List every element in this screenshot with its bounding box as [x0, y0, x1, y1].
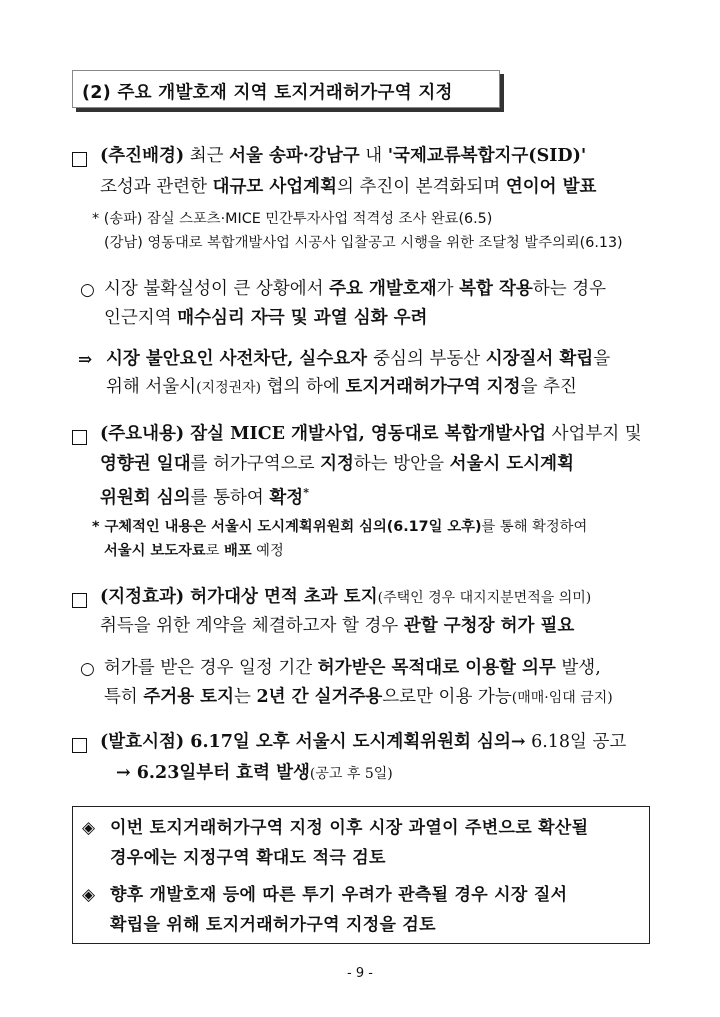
conclusion-line-1: 시장 불안요인 사전차단, 실수요자 중심의 부동산 시장질서 확립을: [106, 349, 611, 369]
timing-line-2: → 6.23일부터 효력 발생(공고 후 5일): [116, 763, 393, 783]
obligation-line-2: 특히 주거용 토지는 2년 간 실거주용으로만 이용 가능(매매·임대 금지): [104, 687, 613, 707]
background-note-2: (강남) 영동대로 복합개발사업 시공사 입찰공고 시행을 위한 조달청 발주의뢰(6.13): [104, 235, 623, 251]
timing-line-1: (발효시점) 6.17일 오후 서울시 도시계획위원회 심의→ 6.18일 공고: [100, 732, 627, 752]
checkbox-background: [72, 152, 87, 167]
checkbox-main-content: [72, 430, 87, 445]
conclusion-line-2: 위해 서울시(지정권자) 협의 하에 토지거래허가구역 지정을 추진: [106, 377, 577, 397]
content-note-2: 서울시 보도자료로 배포 예정: [104, 543, 284, 559]
content-line-1: (주요내용) 잠실 MICE 개발사업, 영동대로 복합개발사업 사업부지 및: [100, 424, 642, 444]
risk-line-1: 시장 불확실성이 큰 상황에서 주요 개발호재가 복합 작용하는 경우: [104, 279, 607, 299]
checkbox-timing: [72, 738, 87, 753]
background-line-1: (추진배경) 최근 서울 송파·강남구 내 '국제교류복합지구(SID)': [100, 146, 587, 166]
effect-line-1: (지정효과) 허가대상 면적 초과 토지(주택인 경우 대지지분면적을 의미): [100, 587, 592, 607]
section-title: (2) 주요 개발호재 지역 토지거래허가구역 지정: [82, 83, 453, 103]
background-line-2: 조성과 관련한 대규모 사업계획의 추진이 본격화되며 연이어 발표: [100, 177, 597, 197]
circle-bullet-icon: ○: [80, 280, 95, 300]
summary-item-2-line-2: 확립을 위해 토지거래허가구역 지정을 검토: [110, 915, 436, 935]
summary-item-1-line-1: 이번 토지거래허가구역 지정 이후 시장 과열이 주변으로 확산될: [110, 818, 589, 838]
content-note-1: * 구체적인 내용은 서울시 도시계획위원회 심의(6.17일 오후)를 통해 확정하여: [92, 519, 588, 535]
double-arrow-icon: ⇒: [78, 350, 93, 370]
background-note-1: * (송파) 잠실 스포츠·MICE 민간투자사업 적격성 조사 완료(6.5): [92, 211, 493, 227]
content-line-2: 영향권 일대를 허가구역으로 지정하는 방안을 서울시 도시계획: [100, 454, 574, 474]
checkbox-effect: [72, 593, 87, 608]
summary-item-1-line-2: 경우에는 지정구역 확대도 적극 검토: [110, 848, 386, 868]
diamond-bullet-icon: ◈: [82, 818, 96, 838]
page-number: - 9 -: [347, 966, 373, 981]
obligation-line-1: 허가를 받은 경우 일정 기간 허가받은 목적대로 이용할 의무 발생,: [104, 658, 601, 678]
risk-line-2: 인근지역 매수심리 자극 및 과열 심화 우려: [104, 308, 428, 328]
diamond-bullet-icon: ◈: [82, 885, 96, 905]
content-line-3: 위원회 심의를 통하여 확정*: [100, 486, 309, 508]
effect-line-2: 취득을 위한 계약을 체결하고자 할 경우 관할 구청장 허가 필요: [100, 616, 575, 636]
summary-item-2-line-1: 향후 개발호재 등에 따른 투기 우려가 관측될 경우 시장 질서: [110, 885, 568, 905]
circle-bullet-icon: ○: [80, 659, 95, 679]
